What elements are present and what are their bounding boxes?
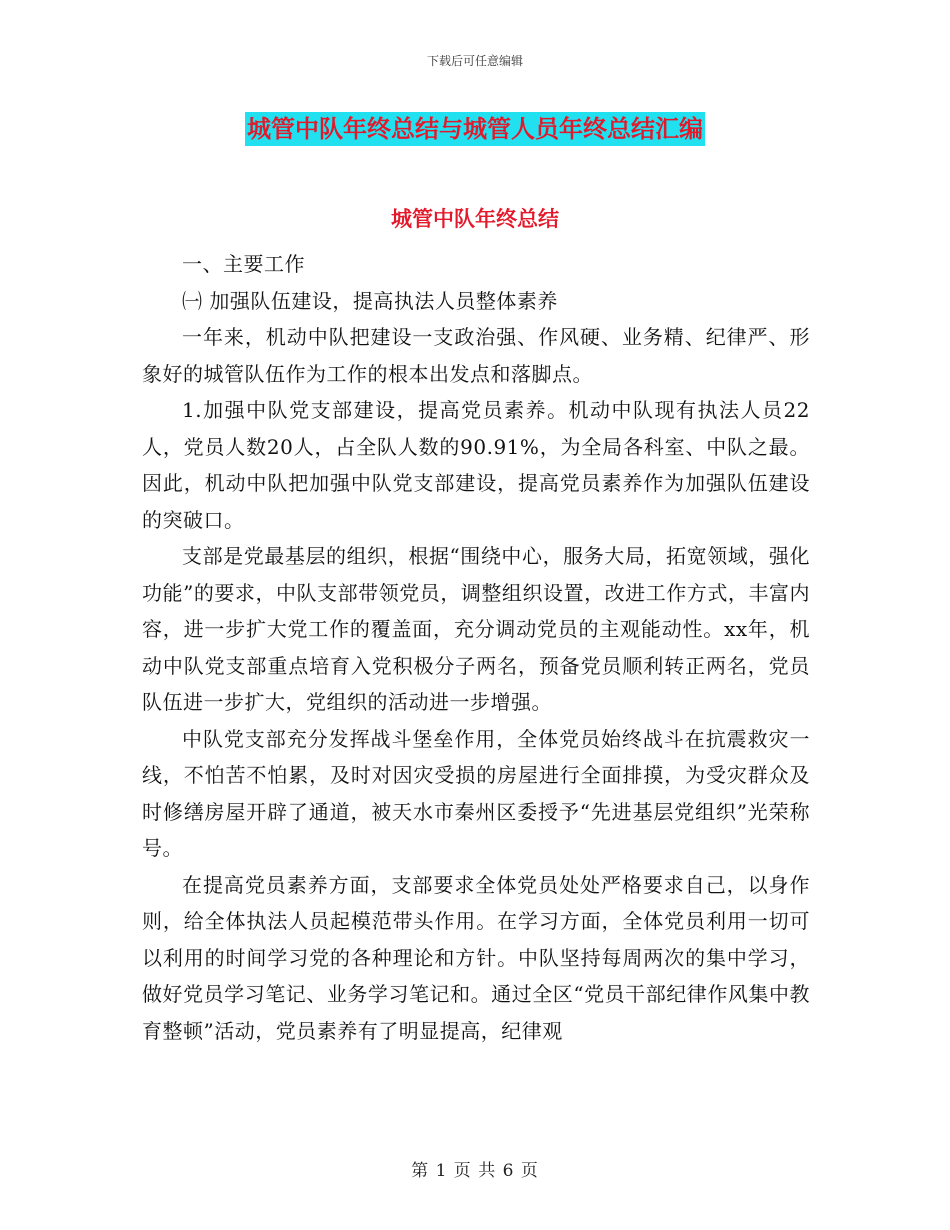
document-body [142,246,810,1049]
paragraph: 一年来，机动中队把建设一支政治强、作风硬、业务精、纪律严、形象好的城管队伍作为工作的根本出发点和落脚点。 [142,325,810,386]
paragraph: 支部是党最基层的组织，根据“围绕中心，服务大局，拓宽领域，强化功能”的要求，中队支部带领党员，调整组织设置，改进工作方式，丰富内容，进一步扩大党工作的覆盖面，充分调动党员的主观能动性。xx年，机动中队党支部重点培育入党积极分子两名，预备党员顺利转正两名，党员队伍进一步扩大，党组织的活动进一步增强。 [142,544,810,714]
document-title-text: 城管中队年终总结与城管人员年终总结汇编 [245,112,705,146]
document-title [0,112,950,146]
section-title: 城管中队年终总结 [391,207,559,231]
header-note: 下载后可任意编辑 [426,54,523,68]
paragraph: 1.加强中队党支部建设，提高党员素养。机动中队现有执法人员22人，党员人数20人，占全队人数的90.91%，为全局各科室、中队之最。因此，机动中队把加强中队党支部建设，提高党员素养作为加强队伍建设的突破口。 [142,398,810,532]
page-number: 第 1 页 共 6 页 [411,1161,539,1181]
paragraph: ㈠ 加强队伍建设，提高执法人员整体素养 [182,288,558,313]
paragraph: 在提高党员素养方面，支部要求全体党员处处严格要求自己，以身作则，给全体执法人员起模范带头作用。在学习方面，全体党员利用一切可以利用的时间学习党的各种理论和方针。中队坚持每周两次的集中学习，做好党员学习笔记、业务学习笔记和。通过全区“党员干部纪律作风集中教育整顿”活动，党员素养有了明显提高，纪律观 [142,872,810,1043]
paragraph: 一、主要工作 [182,252,305,276]
paragraph: 中队党支部充分发挥战斗堡垒作用，全体党员始终战斗在抗震救灾一线，不怕苦不怕累，及时对因灾受损的房屋进行全面排摸，为受灾群众及时修缮房屋开辟了通道，被天水市秦州区委授予“先进基层党组织”光荣称号。 [142,726,810,860]
